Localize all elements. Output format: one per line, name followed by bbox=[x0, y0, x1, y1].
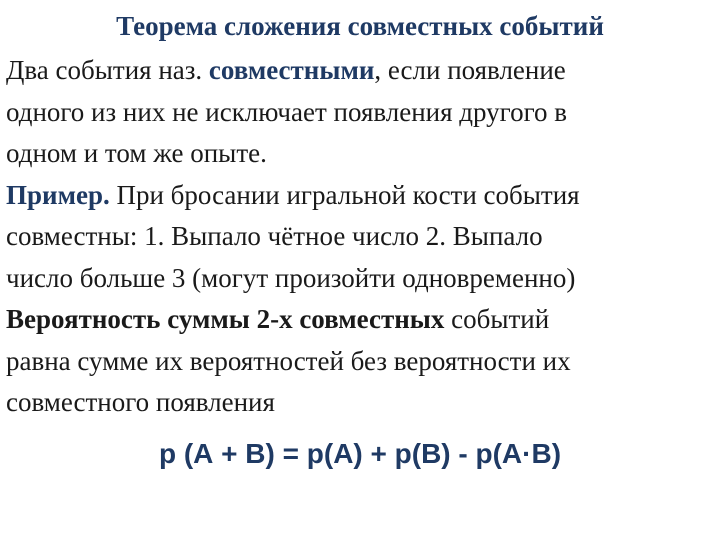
example-line-1 bbox=[6, 175, 714, 217]
example-line-2: совместны: 1. Выпало чётное число 2. Выпало bbox=[6, 221, 543, 251]
theorem-line-2: равна сумме их вероятностей без вероятности их bbox=[6, 345, 571, 376]
definition-text: , если появление bbox=[374, 55, 566, 85]
theorem-line-3: совместного появления bbox=[6, 387, 275, 417]
example-text: При бросании игральной кости события bbox=[109, 179, 580, 210]
probability-formula: р (А + В) = р(А) + р(В) - р(А·В) bbox=[158, 438, 562, 469]
definition-term: совместными bbox=[208, 55, 375, 85]
slide-body bbox=[6, 50, 714, 424]
definition-line-1 bbox=[6, 50, 714, 92]
example-line-3: число больше 3 (могут произойти одновременно) bbox=[6, 262, 576, 293]
definition-line-3: одном и том же опыте. bbox=[6, 138, 267, 168]
example-label: Пример. bbox=[6, 179, 110, 210]
theorem-bold-text: Вероятность суммы 2-х совместных bbox=[6, 304, 445, 334]
definition-text: Два события наз. bbox=[6, 55, 209, 85]
slide-title: Теорема сложения совместных событий bbox=[116, 11, 604, 41]
theorem-text: событий bbox=[444, 304, 550, 334]
definition-line-2: одного из них не исключает появления другого в bbox=[6, 96, 567, 127]
theorem-line-1 bbox=[6, 299, 714, 341]
